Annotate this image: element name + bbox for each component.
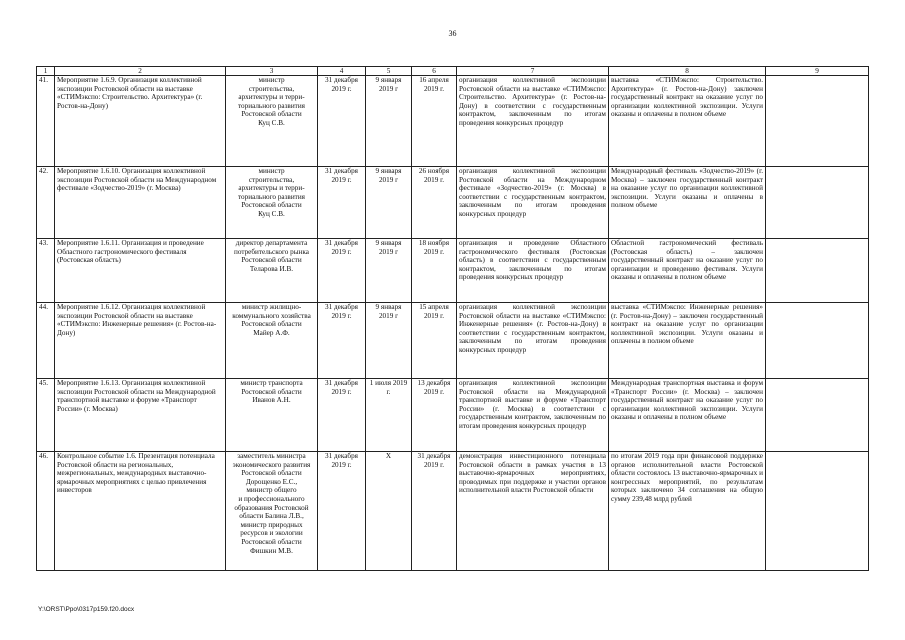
note-cell xyxy=(766,379,869,452)
note-cell xyxy=(766,452,869,571)
date-plan-cell: 31 декабря 2019 г. xyxy=(318,167,366,239)
table-row xyxy=(37,452,869,571)
date-start-cell: Х xyxy=(366,452,412,571)
date-end-cell: 26 ноября 2019 г. xyxy=(412,167,457,239)
note-cell xyxy=(766,303,869,379)
result-cell: Международная транспортная выставка и форум «Транспорт России» (г. Москва) – заключен государственный контракт на оказание услуг по организации коллективной экспозиции. Услуги оказаны и оплачены в полном объеме xyxy=(609,379,766,452)
date-plan-cell: 31 декабря 2019 г. xyxy=(318,303,366,379)
row-number: 42. xyxy=(37,167,55,239)
date-start-cell: 9 января 2019 г xyxy=(366,76,412,167)
date-plan-cell: 31 декабря 2019 г. xyxy=(318,239,366,303)
description-cell: организация коллективной экспозиции Ростовской области на выставке «СТИМэкспо: Инженерные решения» (г. Ростов-на-Дону) в соответствии с государственным контрактом, заключенным по итогам проведения конкурсных процедур xyxy=(457,303,609,379)
row-number: 41. xyxy=(37,76,55,167)
file-path-footer: Y:\ORST\Ppo\0317p159.f20.docx xyxy=(38,606,135,613)
date-start-cell: 1 июля 2019 г. xyxy=(366,379,412,452)
result-cell: Областной гастрономический фестиваль (Ростовская область) – заключен государственный контракт на оказание услуг по организации и проведению фестиваля. Услуги оказаны и оплачены в полном объеме xyxy=(609,239,766,303)
header-cell: 5 xyxy=(366,67,412,76)
header-cell: 4 xyxy=(318,67,366,76)
description-cell: демонстрация инвестиционного потенциала Ростовской области в рамках участия в 13 выставочно-ярмарочных мероприятиях, проводимых при поддержке и участии органов исполнительной власти Ростовской области xyxy=(457,452,609,571)
header-row xyxy=(37,67,869,76)
event-cell: Мероприятие 1.6.13. Организация коллективной экспозиции Ростовской области на Международной транспортной выставке и форуме «Транспорт России» (г. Москва) xyxy=(55,379,226,452)
header-cell: 8 xyxy=(609,67,766,76)
date-end-cell: 16 апреля 2019 г. xyxy=(412,76,457,167)
date-end-cell: 13 декабря 2019 г. xyxy=(412,379,457,452)
date-plan-cell: 31 декабря 2019 г. xyxy=(318,379,366,452)
responsible-cell: министр строительства, архитектуры и терри- ториального развития Ростовской области Куц С.В. xyxy=(226,76,318,167)
date-plan-cell: 31 декабря 2019 г. xyxy=(318,452,366,571)
date-start-cell: 9 января 2019 г xyxy=(366,239,412,303)
date-end-cell: 31 декабря 2019 г. xyxy=(412,452,457,571)
page-number: 36 xyxy=(448,29,457,38)
header-cell: 7 xyxy=(457,67,609,76)
description-cell: организация коллективной экспозиции Ростовской области на Международном фестивале «Зодчество-2019» (г. Москва) в соответствии с государственным контрактом, заключенным по итогам проведения конкурсных процедур xyxy=(457,167,609,239)
event-cell: Мероприятие 1.6.11. Организация и проведение Областного гастрономического фестиваля (Ростовская область) xyxy=(55,239,226,303)
result-cell: по итогам 2019 года при финансовой поддержке органов исполнительной власти Ростовской области состоялось 13 выставочно-ярмарочных и конгрессных мероприятий, по результатам которых заключено 34 соглашения на общую сумму 239,48 млрд рублей xyxy=(609,452,766,571)
description-cell: организация коллективной экспозиции Ростовской области на выставке «СТИМэкспо: Строительство. Архитектура» (г. Ростов-на-Дону) в соответствии с государственным контрактом, заключенным по итогам проведения конкурсных процедур xyxy=(457,76,609,167)
header-cell: 2 xyxy=(55,67,226,76)
responsible-cell: министр жилищно- коммунального хозяйства Ростовской области Майер А.Ф. xyxy=(226,303,318,379)
date-start-cell: 9 января 2019 г xyxy=(366,167,412,239)
row-number: 44. xyxy=(37,303,55,379)
header-cell: 9 xyxy=(766,67,869,76)
event-cell: Контрольное событие 1.6. Презентация потенциала Ростовской области на региональных, межрегиональных, международных выставочно-ярмарочных мероприятиях с целью привлечения инвесторов xyxy=(55,452,226,571)
note-cell xyxy=(766,239,869,303)
date-end-cell: 18 ноября 2019 г. xyxy=(412,239,457,303)
header-cell: 3 xyxy=(226,67,318,76)
event-cell: Мероприятие 1.6.12. Организация коллективной экспозиции Ростовской области на выставке «СТИМэкспо: Инженерные решения» (г. Ростов-на-Дону) xyxy=(55,303,226,379)
table-row xyxy=(37,167,869,239)
description-cell: организация коллективной экспозиции Ростовской области на Международной транспортной выставке и форуме «Транспорт России» (г. Москва) в соответствии с государственным контрактом, заключенным по итогам проведения конкурсных процедур xyxy=(457,379,609,452)
header-cell: 6 xyxy=(412,67,457,76)
description-cell: организация и проведение Областного гастрономического фестиваля (Ростовская область) в соответствии с государственным контрактом, заключенным по итогам проведения конкурсных процедур xyxy=(457,239,609,303)
note-cell xyxy=(766,76,869,167)
date-start-cell: 9 января 2019 г xyxy=(366,303,412,379)
responsible-cell: заместитель министра экономического развития Ростовской области Дорощенко Е.С., министр общего и профессионального образования Ростовской области Балина Л.В., министр природных ресурсов и экологии Ростовской области Фишкин М.В. xyxy=(226,452,318,571)
table-row xyxy=(37,303,869,379)
responsible-cell: министр строительства, архитектуры и терри- ториального развития Ростовской области Куц С.В. xyxy=(226,167,318,239)
row-number: 46. xyxy=(37,452,55,571)
responsible-cell: директор департамента потребительского рынка Ростовской области Теларова И.В. xyxy=(226,239,318,303)
result-cell: выставка «СТИМэкспо: Инженерные решения» (г. Ростов-на-Дону) – заключен государственный контракт на оказание услуг по организации коллективной экспозиции. Услуги оказаны и оплачены в полном объеме xyxy=(609,303,766,379)
result-cell: выставка «СТИМэкспо: Строительство. Архитектура» (г. Ростов-на-Дону) заключен государственный контракт на оказание услуг по организации коллективной экспозиции. Услуги оказаны и оплачены в полном объеме xyxy=(609,76,766,167)
event-cell: Мероприятие 1.6.9. Организация коллективной экспозиции Ростовской области на выставке «СТИМэкспо: Строительство. Архитектура» (г. Ростов-на-Дону) xyxy=(55,76,226,167)
table-row xyxy=(37,379,869,452)
table-row xyxy=(37,239,869,303)
event-cell: Мероприятие 1.6.10. Организация коллективной экспозиции Ростовской области на Международном фестивале «Зодчество-2019» (г. Москва) xyxy=(55,167,226,239)
row-number: 45. xyxy=(37,379,55,452)
result-cell: Международный фестиваль «Зодчество-2019» (г. Москва) – заключен государственный контракт на оказание услуг по организации коллективной экспозиции. Услуги оказаны и оплачены в полном объеме xyxy=(609,167,766,239)
responsible-cell: министр транспорта Ростовской области Иванов А.Н. xyxy=(226,379,318,452)
row-number: 43. xyxy=(37,239,55,303)
plan-table xyxy=(36,66,869,571)
date-plan-cell: 31 декабря 2019 г. xyxy=(318,76,366,167)
date-end-cell: 15 апреля 2019 г. xyxy=(412,303,457,379)
header-cell: 1 xyxy=(37,67,55,76)
table-row xyxy=(37,76,869,167)
note-cell xyxy=(766,167,869,239)
